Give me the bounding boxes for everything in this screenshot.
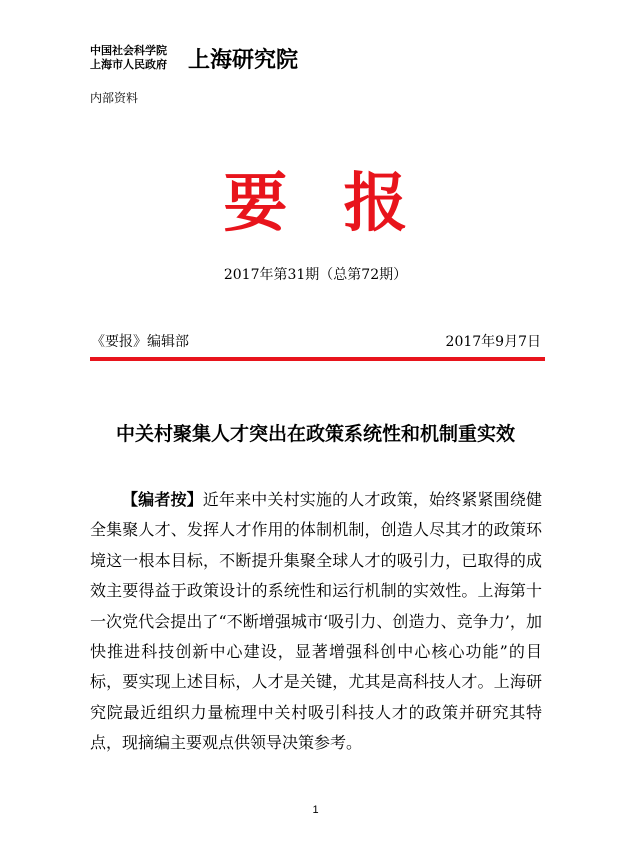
editor-note <box>90 485 542 759</box>
red-divider <box>90 357 545 361</box>
publisher-block <box>90 44 167 72</box>
org-name-shanghai-gov: 上海市人民政府 <box>90 58 167 71</box>
editor-note-text: 近年来中关村实施的人才政策，始终紧紧围绕健全集聚人才、发挥人才作用的体制机制，创造人尽其才的政策环境这一根本目标，不断提升集聚全球人才的吸引力，已取得的成效主要得益于政策设计的系统性和运行机制的实效性。上海第十一次党代会提出了“不断增强城市‘吸引力、创造力、竞争力’，加快推进科技创新中心建设，显著增强科创中心核心功能”的目标，要实现上述目标，人才是关键，尤其是高科技人才。上海研究院最近组织力量梳理中关村吸引科技人才的政策并研究其特点，现摘编主要观点供领导决策参考。 <box>90 490 542 753</box>
publication-date: 2017年9月7日 <box>445 334 541 350</box>
page-number: 1 <box>312 804 319 816</box>
editor-note-label: 【编者按】 <box>122 490 203 509</box>
editorial-department: 《要报》编辑部 <box>91 334 189 350</box>
article-headline: 中关村聚集人才突出在政策系统性和机制重实效 <box>115 423 515 445</box>
institute-name: 上海研究院 <box>188 47 299 73</box>
issue-number: 2017年第31期（总第72期） <box>223 267 408 283</box>
masthead-title: 要报 <box>223 166 464 241</box>
org-name-cass: 中国社会科学院 <box>90 44 167 57</box>
classification-label: 内部资料 <box>90 91 139 105</box>
